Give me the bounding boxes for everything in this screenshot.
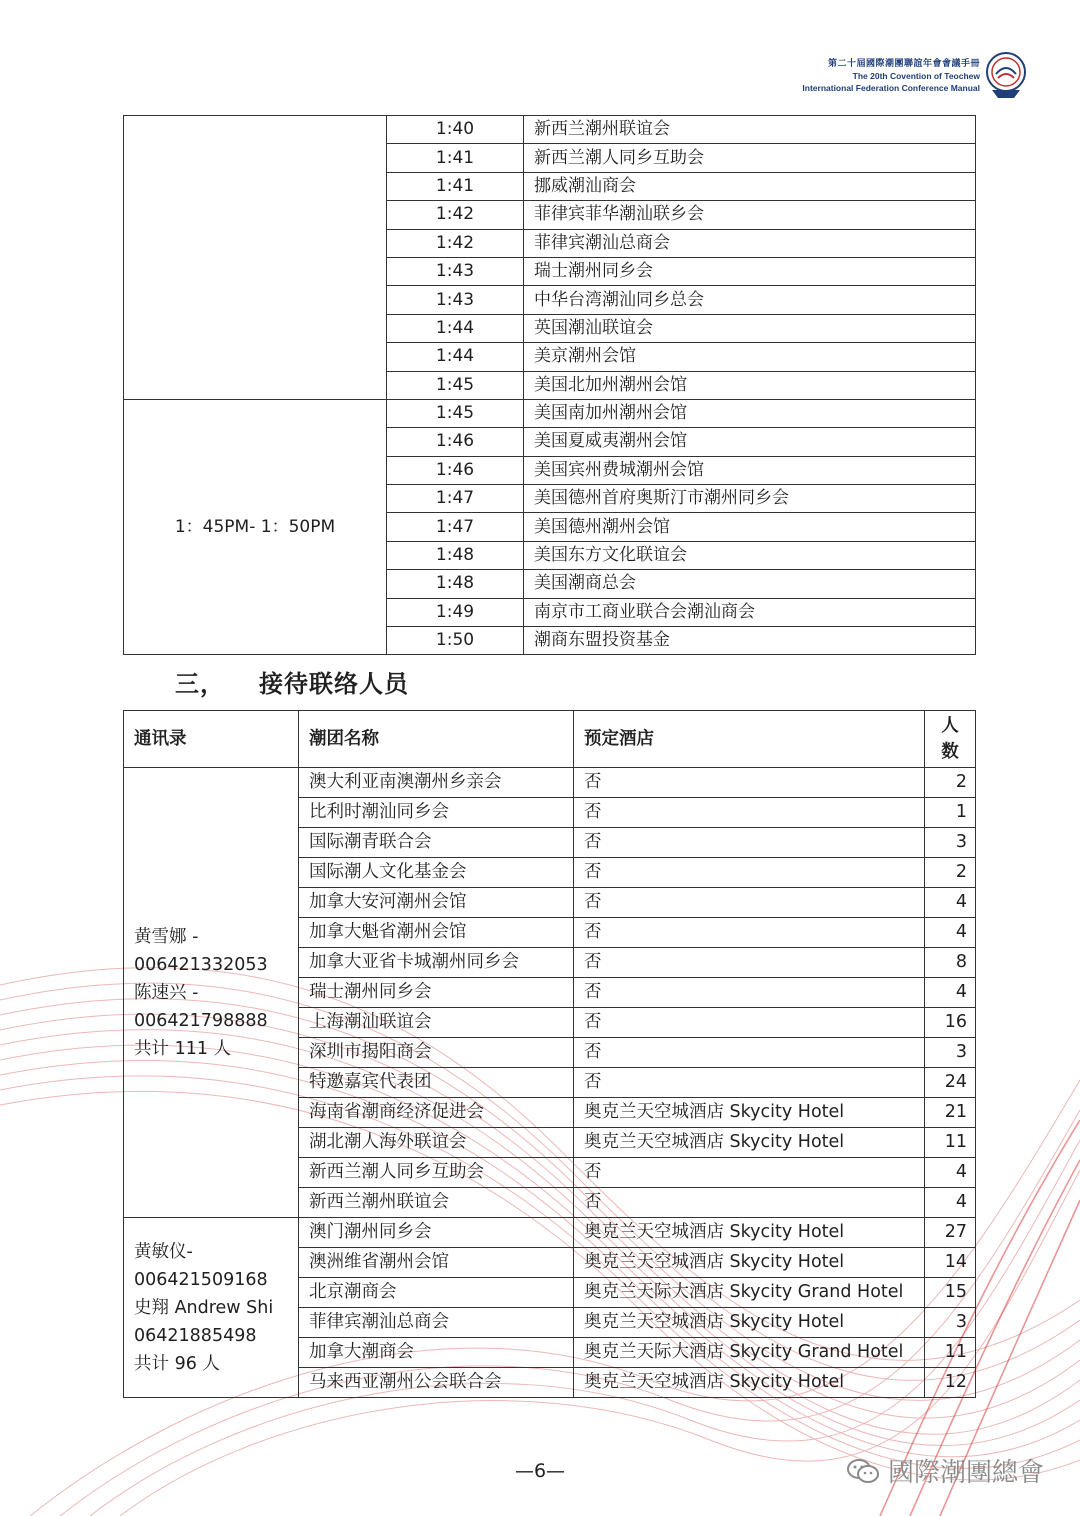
schedule-org: 新西兰潮州联谊会 xyxy=(524,116,976,144)
schedule-org: 美国宾州费城潮州会馆 xyxy=(524,456,976,484)
contact-hotel: 否 xyxy=(574,798,925,828)
contact-hotel: 奥克兰天际大酒店 Skycity Grand Hotel xyxy=(574,1338,925,1368)
schedule-time: 1:48 xyxy=(387,541,524,569)
contact-header-row xyxy=(124,711,976,768)
contact-count: 3 xyxy=(925,1308,976,1338)
schedule-org: 美国南加州潮州会馆 xyxy=(524,399,976,427)
section-title xyxy=(175,664,409,699)
contact-count: 4 xyxy=(925,1158,976,1188)
page-number: —6— xyxy=(514,1460,566,1482)
header-hotel: 预定酒店 xyxy=(574,711,925,768)
contact-count: 4 xyxy=(925,978,976,1008)
schedule-org: 美国潮商总会 xyxy=(524,570,976,598)
contact-org: 加拿大潮商会 xyxy=(299,1338,574,1368)
contact-hotel: 否 xyxy=(574,888,925,918)
schedule-time: 1:44 xyxy=(387,314,524,342)
schedule-time: 1:40 xyxy=(387,116,524,144)
schedule-time: 1:50 xyxy=(387,627,524,655)
contact-hotel: 奥克兰天空城酒店 Skycity Hotel xyxy=(574,1218,925,1248)
schedule-time: 1:43 xyxy=(387,286,524,314)
contact-count: 12 xyxy=(925,1368,976,1398)
contact-person-line: 006421332053 xyxy=(134,954,268,975)
contact-person-line: 黄敏仪- xyxy=(134,1241,193,1262)
contact-hotel: 否 xyxy=(574,1158,925,1188)
schedule-org: 美国北加州潮州会馆 xyxy=(524,371,976,399)
header-contact: 通讯录 xyxy=(124,711,299,768)
contact-count: 3 xyxy=(925,828,976,858)
header-org: 潮团名称 xyxy=(299,711,574,768)
contact-org: 澳大利亚南澳潮州乡亲会 xyxy=(299,768,574,798)
schedule-row xyxy=(124,116,976,144)
schedule-time: 1:49 xyxy=(387,598,524,626)
contact-org: 加拿大魁省潮州会馆 xyxy=(299,918,574,948)
contact-org: 菲律宾潮汕总商会 xyxy=(299,1308,574,1338)
contact-hotel: 否 xyxy=(574,918,925,948)
contact-person-line: 006421798888 xyxy=(134,1010,268,1031)
schedule-org: 美国夏威夷潮州会馆 xyxy=(524,428,976,456)
wechat-icon xyxy=(846,1457,880,1485)
contact-hotel: 否 xyxy=(574,978,925,1008)
contact-org: 瑞士潮州同乡会 xyxy=(299,978,574,1008)
contact-person-line: 006421509168 xyxy=(134,1269,268,1290)
contact-hotel: 否 xyxy=(574,828,925,858)
contact-count: 15 xyxy=(925,1278,976,1308)
contact-hotel: 否 xyxy=(574,1068,925,1098)
contact-count: 2 xyxy=(925,768,976,798)
contact-count: 11 xyxy=(925,1338,976,1368)
schedule-body xyxy=(124,116,976,655)
contact-org: 马来西亚潮州公会联合会 xyxy=(299,1368,574,1398)
contact-hotel: 否 xyxy=(574,768,925,798)
contact-count: 4 xyxy=(925,1188,976,1218)
contact-person-line: 共计 96 人 xyxy=(134,1353,220,1374)
schedule-time: 1:48 xyxy=(387,570,524,598)
contact-org: 比利时潮汕同乡会 xyxy=(299,798,574,828)
schedule-org: 潮商东盟投资基金 xyxy=(524,627,976,655)
contact-hotel: 奥克兰天空城酒店 Skycity Hotel xyxy=(574,1368,925,1398)
contact-count: 2 xyxy=(925,858,976,888)
contact-org: 澳门潮州同乡会 xyxy=(299,1218,574,1248)
schedule-time: 1:45 xyxy=(387,371,524,399)
watermark xyxy=(846,1452,1044,1489)
schedule-org: 菲律宾菲华潮汕联乡会 xyxy=(524,201,976,229)
schedule-org: 南京市工商业联合会潮汕商会 xyxy=(524,598,976,626)
section-heading: 接待联络人员 xyxy=(259,670,409,698)
contact-person-line: 共计 111 人 xyxy=(134,1038,232,1059)
schedule-time-range xyxy=(124,116,387,400)
contact-org: 上海潮汕联谊会 xyxy=(299,1008,574,1038)
header-title-cn: 第二十屆國際潮團聯誼年會會議手冊 xyxy=(827,59,980,69)
contact-count: 4 xyxy=(925,888,976,918)
contact-hotel: 否 xyxy=(574,1008,925,1038)
contact-row xyxy=(124,1218,976,1248)
schedule-time: 1:42 xyxy=(387,201,524,229)
header-count-line-2: 数 xyxy=(941,742,959,762)
contact-person-line: 史翔 Andrew Shi xyxy=(134,1297,274,1318)
schedule-time: 1:43 xyxy=(387,257,524,285)
header-count xyxy=(925,711,976,768)
contact-count: 27 xyxy=(925,1218,976,1248)
contact-count: 24 xyxy=(925,1068,976,1098)
contact-table xyxy=(123,710,976,1398)
schedule-table xyxy=(123,115,976,655)
contact-count: 21 xyxy=(925,1098,976,1128)
schedule-time: 1:41 xyxy=(387,144,524,172)
schedule-org: 中华台湾潮汕同乡总会 xyxy=(524,286,976,314)
schedule-time: 1:46 xyxy=(387,456,524,484)
contact-count: 8 xyxy=(925,948,976,978)
schedule-org: 菲律宾潮汕总商会 xyxy=(524,229,976,257)
contact-org: 加拿大安河潮州会馆 xyxy=(299,888,574,918)
contact-org: 澳洲维省潮州会馆 xyxy=(299,1248,574,1278)
schedule-org: 美京潮州会馆 xyxy=(524,343,976,371)
contact-org: 新西兰潮州联谊会 xyxy=(299,1188,574,1218)
contact-body xyxy=(124,711,976,1398)
header-title-en-2: International Federation Conference Manual xyxy=(802,83,980,93)
schedule-org: 英国潮汕联谊会 xyxy=(524,314,976,342)
schedule-org: 挪威潮汕商会 xyxy=(524,172,976,200)
contact-hotel: 奥克兰天空城酒店 Skycity Hotel xyxy=(574,1308,925,1338)
contact-person-line: 陈速兴 - xyxy=(134,982,199,1003)
contact-hotel: 否 xyxy=(574,858,925,888)
schedule-time: 1:46 xyxy=(387,428,524,456)
contact-count: 3 xyxy=(925,1038,976,1068)
contact-person-line: 06421885498 xyxy=(134,1325,257,1346)
schedule-org: 美国德州潮州会馆 xyxy=(524,513,976,541)
contact-count: 11 xyxy=(925,1128,976,1158)
schedule-org: 瑞士潮州同乡会 xyxy=(524,257,976,285)
manual-header xyxy=(802,58,980,94)
contact-org: 北京潮商会 xyxy=(299,1278,574,1308)
contact-row xyxy=(124,768,976,798)
contact-person xyxy=(124,1218,299,1398)
schedule-org: 美国东方文化联谊会 xyxy=(524,541,976,569)
header-count-line-1: 人 xyxy=(941,716,959,736)
contact-hotel: 奥克兰天空城酒店 Skycity Hotel xyxy=(574,1098,925,1128)
contact-count: 14 xyxy=(925,1248,976,1278)
schedule-time: 1:41 xyxy=(387,172,524,200)
contact-org: 特邀嘉宾代表团 xyxy=(299,1068,574,1098)
contact-count: 16 xyxy=(925,1008,976,1038)
contact-org: 深圳市揭阳商会 xyxy=(299,1038,574,1068)
contact-hotel: 奥克兰天空城酒店 Skycity Hotel xyxy=(574,1248,925,1278)
federation-logo-icon xyxy=(984,50,1028,100)
contact-hotel: 否 xyxy=(574,1188,925,1218)
schedule-org: 新西兰潮人同乡互助会 xyxy=(524,144,976,172)
schedule-row xyxy=(124,399,976,427)
section-number: 三， xyxy=(175,670,225,698)
schedule-time: 1:44 xyxy=(387,343,524,371)
contact-org: 湖北潮人海外联谊会 xyxy=(299,1128,574,1158)
contact-org: 新西兰潮人同乡互助会 xyxy=(299,1158,574,1188)
contact-hotel: 奥克兰天际大酒店 Skycity Grand Hotel xyxy=(574,1278,925,1308)
schedule-time: 1:45 xyxy=(387,399,524,427)
schedule-time: 1:42 xyxy=(387,229,524,257)
contact-hotel: 否 xyxy=(574,1038,925,1068)
schedule-time: 1:47 xyxy=(387,485,524,513)
contact-person xyxy=(124,768,299,1218)
contact-hotel: 否 xyxy=(574,948,925,978)
contact-person-line: 黄雪娜 - xyxy=(134,926,199,947)
schedule-time: 1:47 xyxy=(387,513,524,541)
schedule-time-range: 1：45PM- 1：50PM xyxy=(124,399,387,655)
schedule-org: 美国德州首府奥斯汀市潮州同乡会 xyxy=(524,485,976,513)
contact-org: 海南省潮商经济促进会 xyxy=(299,1098,574,1128)
contact-org: 国际潮青联合会 xyxy=(299,828,574,858)
watermark-text: 國際潮團總會 xyxy=(887,1458,1044,1488)
contact-count: 1 xyxy=(925,798,976,828)
contact-org: 国际潮人文化基金会 xyxy=(299,858,574,888)
contact-org: 加拿大亚省卡城潮州同乡会 xyxy=(299,948,574,978)
contact-hotel: 奥克兰天空城酒店 Skycity Hotel xyxy=(574,1128,925,1158)
header-title-en-1: The 20th Covention of Teochew xyxy=(852,71,980,81)
contact-count: 4 xyxy=(925,918,976,948)
